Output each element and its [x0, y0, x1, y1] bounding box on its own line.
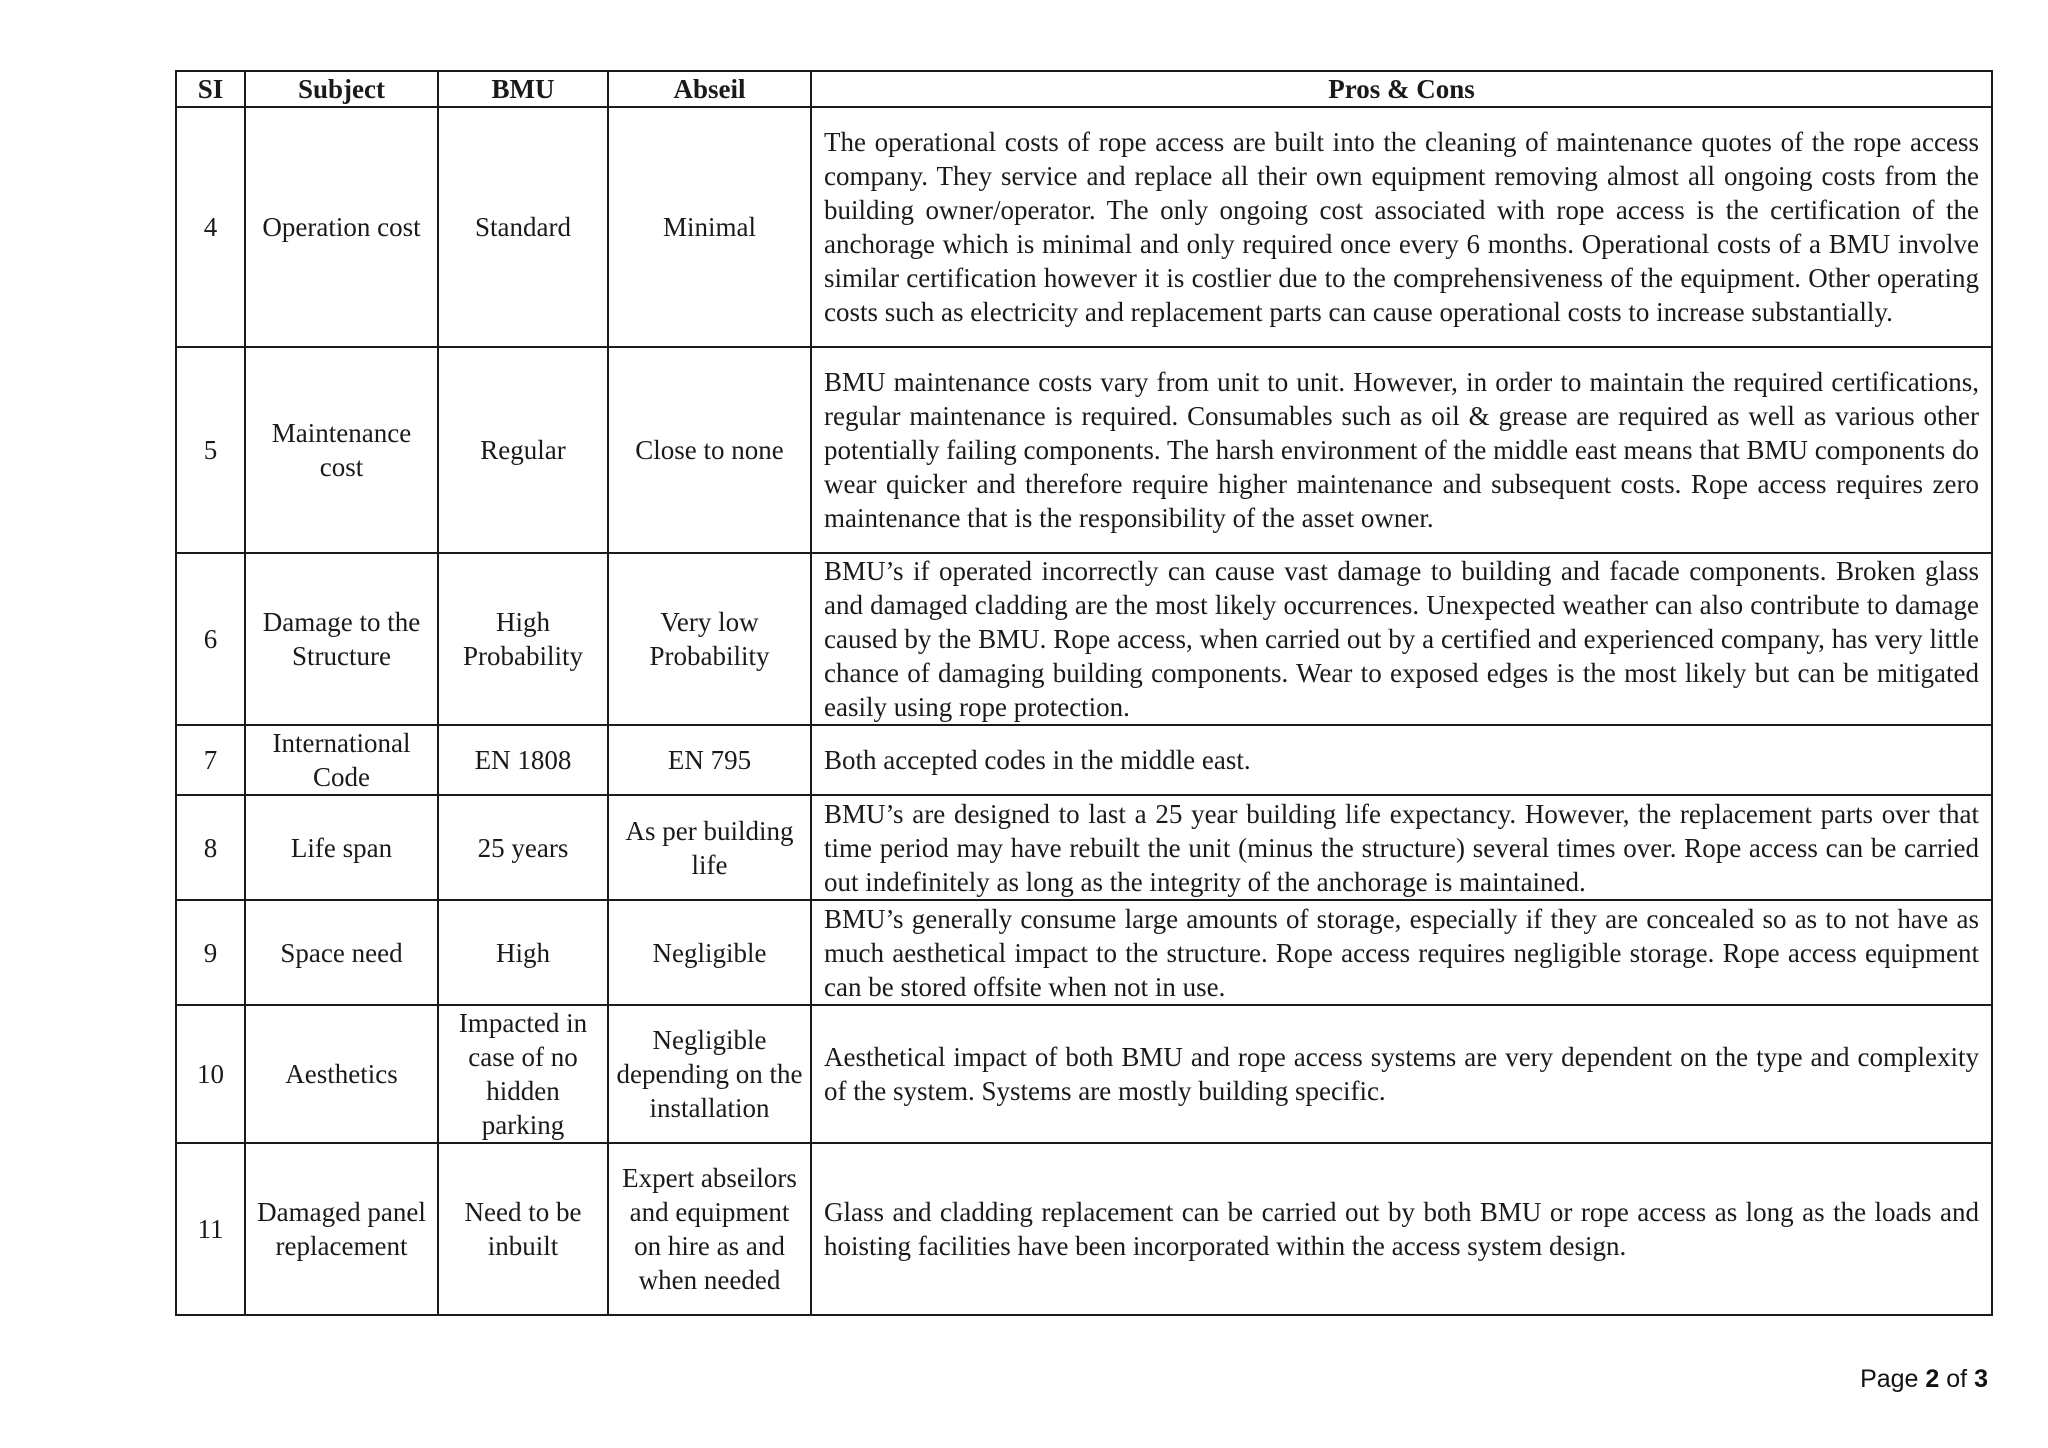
- page-number: [1860, 1365, 1988, 1394]
- table-row: [176, 900, 1992, 1005]
- cell-subject: Operation cost: [245, 107, 438, 347]
- cell-bmu: High Probability: [438, 553, 608, 725]
- cell-pros-cons: Both accepted codes in the middle east.: [811, 725, 1992, 795]
- cell-subject: Damage to the Structure: [245, 553, 438, 725]
- page-current: 2: [1925, 1365, 1940, 1393]
- cell-bmu: Standard: [438, 107, 608, 347]
- header-si: SI: [176, 71, 245, 107]
- cell-si: 8: [176, 795, 245, 900]
- page-total: 3: [1974, 1365, 1988, 1393]
- cell-si: 7: [176, 725, 245, 795]
- cell-pros-cons: Aesthetical impact of both BMU and rope access systems are very dependent on the type and complexity of the system. Systems are mostly building specific.: [811, 1005, 1992, 1143]
- cell-bmu: Impacted in case of no hidden parking: [438, 1005, 608, 1143]
- cell-si: 11: [176, 1143, 245, 1315]
- table-row: [176, 1143, 1992, 1315]
- comparison-table: [175, 70, 1993, 1316]
- cell-subject: Life span: [245, 795, 438, 900]
- table-header-row: [176, 71, 1992, 107]
- cell-pros-cons: BMU’s if operated incorrectly can cause vast damage to building and facade components. Broken glass and damaged cladding are the most likely occurrences. Unexpected weather can also contribute to damage caused by the BMU. Rope access, when carried out by a certified and experienced company, has very little chance of damaging building components. Wear to exposed edges is the most likely but can be mitigated easily using rope protection.: [811, 553, 1992, 725]
- cell-abseil: As per building life: [608, 795, 811, 900]
- cell-bmu: 25 years: [438, 795, 608, 900]
- cell-abseil: Expert abseilors and equipment on hire as and when needed: [608, 1143, 811, 1315]
- header-abseil: Abseil: [608, 71, 811, 107]
- table-row: [176, 1005, 1992, 1143]
- cell-bmu: EN 1808: [438, 725, 608, 795]
- cell-pros-cons: Glass and cladding replacement can be carried out by both BMU or rope access as long as the loads and hoisting facilities have been incorporated within the access system design.: [811, 1143, 1992, 1315]
- table-row: [176, 795, 1992, 900]
- cell-subject: International Code: [245, 725, 438, 795]
- cell-abseil: Very low Probability: [608, 553, 811, 725]
- table-row: [176, 347, 1992, 553]
- header-bmu: BMU: [438, 71, 608, 107]
- cell-abseil: Negligible: [608, 900, 811, 1005]
- cell-abseil: EN 795: [608, 725, 811, 795]
- cell-pros-cons: The operational costs of rope access are built into the cleaning of maintenance quotes of the rope access company. They service and replace all their own equipment removing almost all ongoing costs from the building owner/operator. The only ongoing cost associated with rope access is the certification of the anchorage which is minimal and only required once every 6 months. Operational costs of a BMU involve similar certification however it is costlier due to the comprehensiveness of the equipment. Other operating costs such as electricity and replacement parts can cause operational costs to increase substantially.: [811, 107, 1992, 347]
- cell-bmu: Need to be inbuilt: [438, 1143, 608, 1315]
- cell-si: 5: [176, 347, 245, 553]
- header-pros-cons: Pros & Cons: [811, 71, 1992, 107]
- cell-subject: Aesthetics: [245, 1005, 438, 1143]
- cell-si: 4: [176, 107, 245, 347]
- cell-abseil: Negligible depending on the installation: [608, 1005, 811, 1143]
- header-subject: Subject: [245, 71, 438, 107]
- cell-pros-cons: BMU’s generally consume large amounts of storage, especially if they are concealed so as to not have as much aesthetical impact to the structure. Rope access requires negligible storage. Rope access equipment can be stored offsite when not in use.: [811, 900, 1992, 1005]
- cell-abseil: Close to none: [608, 347, 811, 553]
- cell-bmu: Regular: [438, 347, 608, 553]
- page-of: of: [1946, 1365, 1968, 1393]
- table-row: [176, 725, 1992, 795]
- table-row: [176, 553, 1992, 725]
- cell-bmu: High: [438, 900, 608, 1005]
- cell-si: 10: [176, 1005, 245, 1143]
- cell-pros-cons: BMU’s are designed to last a 25 year building life expectancy. However, the replacement parts over that time period may have rebuilt the unit (minus the structure) several times over. Rope access can be carried out indefinitely as long as the integrity of the anchorage is maintained.: [811, 795, 1992, 900]
- cell-subject: Space need: [245, 900, 438, 1005]
- cell-si: 6: [176, 553, 245, 725]
- cell-si: 9: [176, 900, 245, 1005]
- page-prefix: Page: [1860, 1365, 1919, 1393]
- cell-pros-cons: BMU maintenance costs vary from unit to unit. However, in order to maintain the required certifications, regular maintenance is required. Consumables such as oil & grease are required as well as various other potentially failing components. The harsh environment of the middle east means that BMU components do wear quicker and therefore require higher maintenance and subsequent costs. Rope access requires zero maintenance that is the responsibility of the asset owner.: [811, 347, 1992, 553]
- cell-subject: Maintenance cost: [245, 347, 438, 553]
- cell-subject: Damaged panel replacement: [245, 1143, 438, 1315]
- table-row: [176, 107, 1992, 347]
- cell-abseil: Minimal: [608, 107, 811, 347]
